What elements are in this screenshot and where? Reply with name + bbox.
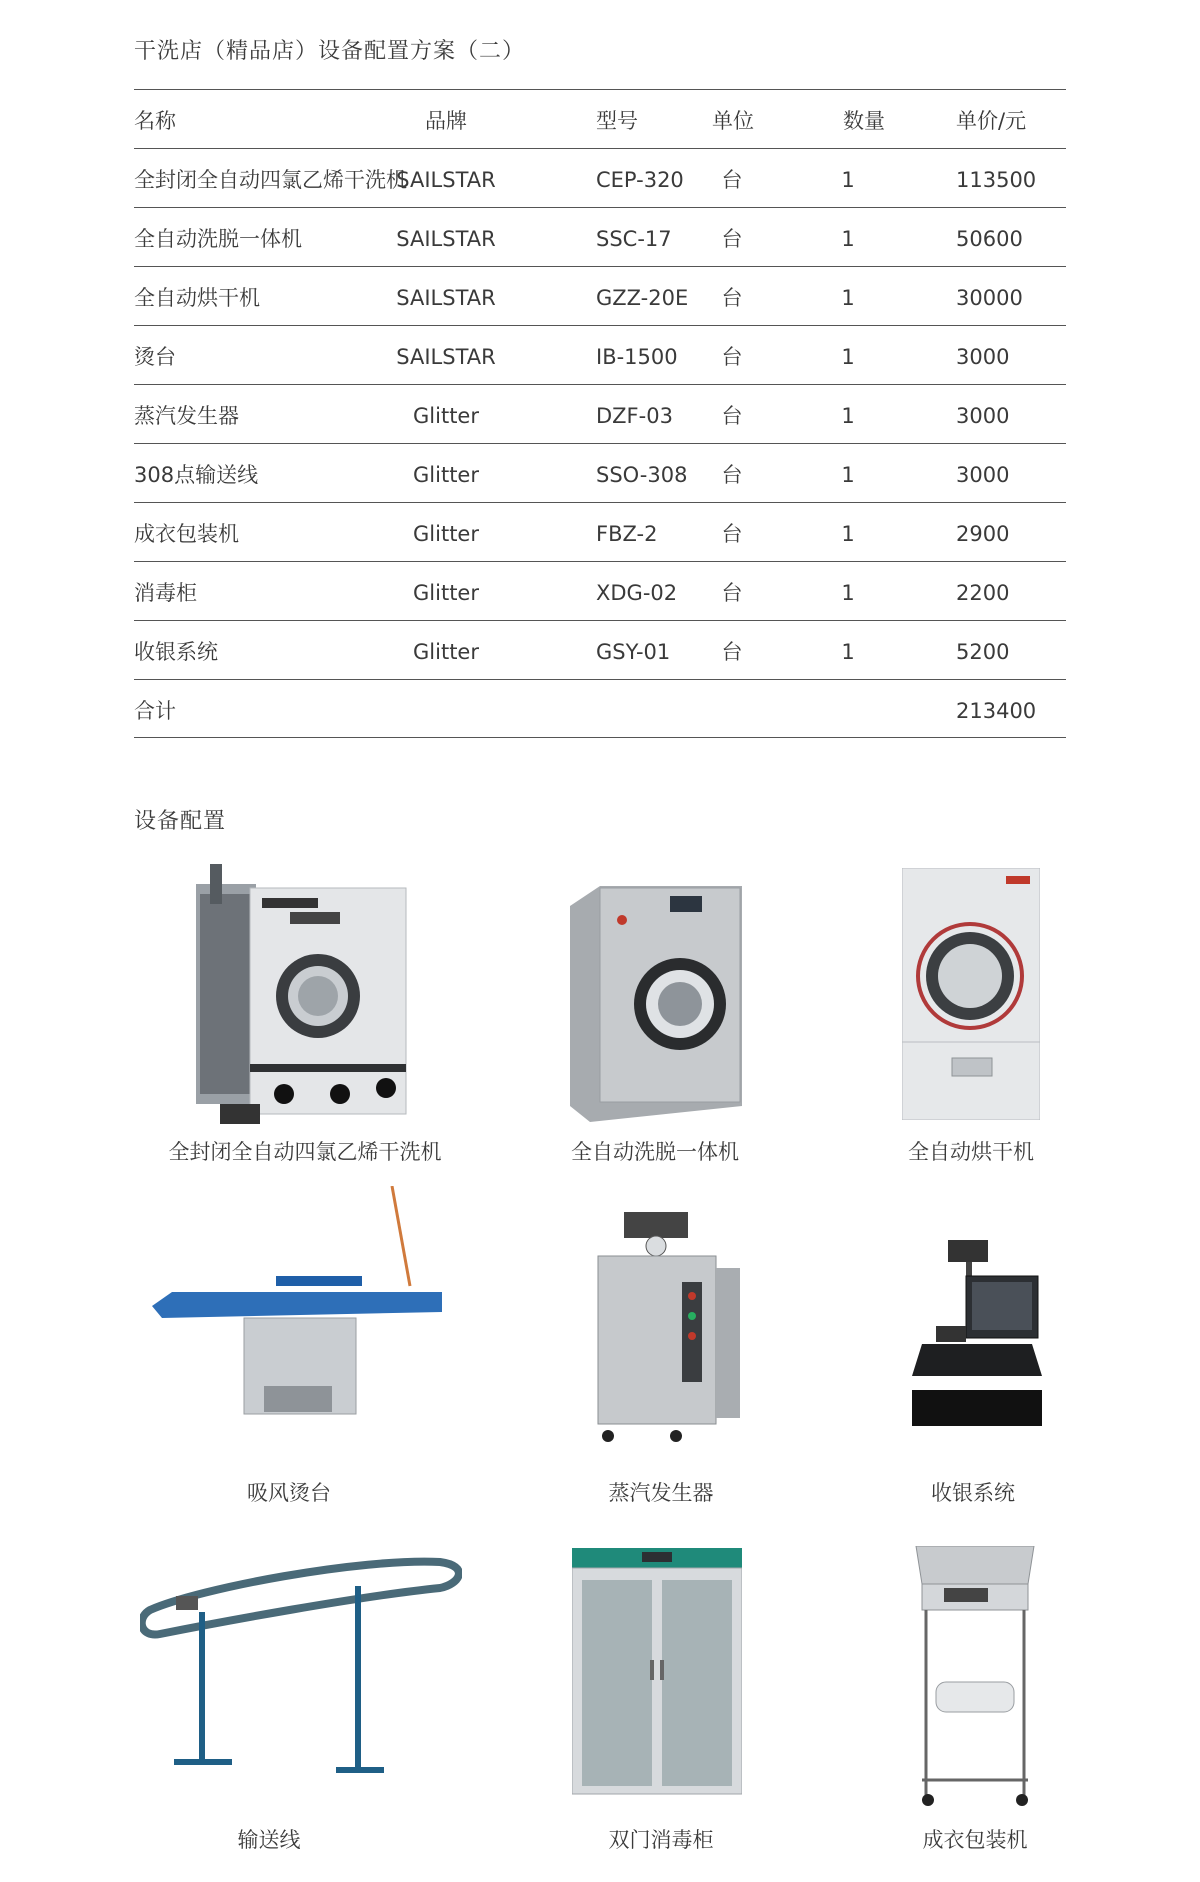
cell-price: 3000 — [956, 404, 1010, 428]
cell-qty: 1 — [841, 463, 855, 487]
header-model: 型号 — [596, 109, 638, 133]
equipment-caption: 蒸汽发生器 — [608, 1481, 714, 1505]
cell-brand: SAILSTAR — [396, 227, 496, 251]
cell-price: 3000 — [956, 345, 1010, 369]
table-row — [134, 148, 1066, 207]
cell-brand: Glitter — [413, 404, 479, 428]
washer-extractor-icon — [570, 886, 742, 1122]
cell-brand: Glitter — [413, 640, 479, 664]
ironing-table-icon — [152, 1186, 450, 1434]
cell-brand: SAILSTAR — [396, 168, 496, 192]
cell-name: 全自动洗脱一体机 — [134, 227, 302, 251]
cell-name: 消毒柜 — [134, 581, 197, 605]
table-row — [134, 443, 1066, 502]
equipment-table — [134, 89, 1066, 738]
cell-name: 成衣包装机 — [134, 522, 239, 546]
cell-name: 蒸汽发生器 — [134, 404, 239, 428]
cell-price: 113500 — [956, 168, 1037, 192]
equipment-caption: 成衣包装机 — [922, 1828, 1028, 1852]
cell-brand: SAILSTAR — [396, 345, 496, 369]
cell-model: FBZ-2 — [596, 522, 658, 546]
equipment-caption: 输送线 — [237, 1828, 301, 1852]
table-header-row — [134, 89, 1066, 148]
cell-name: 全封闭全自动四氯乙烯干洗机 — [134, 168, 407, 192]
cell-model: XDG-02 — [596, 581, 678, 605]
header-name: 名称 — [134, 109, 176, 133]
cell-model: SSC-17 — [596, 227, 672, 251]
cell-unit: 台 — [721, 581, 743, 605]
cell-unit: 台 — [721, 640, 743, 664]
cell-name: 烫台 — [134, 345, 176, 369]
cell-qty: 1 — [841, 581, 855, 605]
pos-system-icon — [912, 1240, 1042, 1428]
steam-generator-icon — [596, 1212, 744, 1448]
cell-model: GZZ-20E — [596, 286, 689, 310]
table-row — [134, 325, 1066, 384]
total-price: 213400 — [956, 699, 1037, 723]
equipment-caption: 全封闭全自动四氯乙烯干洗机 — [168, 1140, 442, 1164]
table-total-row — [134, 679, 1066, 738]
table-row — [134, 620, 1066, 679]
cell-price: 30000 — [956, 286, 1023, 310]
cell-unit: 台 — [721, 404, 743, 428]
conveyor-icon — [140, 1548, 462, 1780]
cell-price: 50600 — [956, 227, 1023, 251]
table-row — [134, 561, 1066, 620]
total-label: 合计 — [134, 699, 176, 723]
cell-unit: 台 — [721, 463, 743, 487]
cell-price: 5200 — [956, 640, 1010, 664]
cell-qty: 1 — [841, 640, 855, 664]
cell-brand: SAILSTAR — [396, 286, 496, 310]
cell-brand: Glitter — [413, 581, 479, 605]
cell-unit: 台 — [721, 522, 743, 546]
cell-unit: 台 — [721, 227, 743, 251]
cell-price: 3000 — [956, 463, 1010, 487]
table-row — [134, 502, 1066, 561]
cell-model: CEP-320 — [596, 168, 684, 192]
cell-name: 收银系统 — [134, 640, 218, 664]
cell-brand: Glitter — [413, 463, 479, 487]
equipment-caption: 双门消毒柜 — [608, 1828, 714, 1852]
page-title: 干洗店（精品店）设备配置方案（二） — [134, 39, 526, 64]
cell-name: 308点输送线 — [134, 463, 259, 487]
cell-unit: 台 — [721, 286, 743, 310]
cell-model: IB-1500 — [596, 345, 678, 369]
cell-brand: Glitter — [413, 522, 479, 546]
header-price: 单价/元 — [956, 109, 1027, 133]
header-unit: 单位 — [712, 109, 754, 133]
header-qty: 数量 — [843, 109, 885, 133]
cell-model: GSY-01 — [596, 640, 671, 664]
cell-qty: 1 — [841, 345, 855, 369]
packaging-machine-icon — [908, 1546, 1042, 1810]
cell-qty: 1 — [841, 404, 855, 428]
header-brand: 品牌 — [425, 109, 467, 133]
section-title: 设备配置 — [134, 809, 227, 834]
cell-qty: 1 — [841, 286, 855, 310]
equipment-caption: 吸风烫台 — [247, 1481, 331, 1505]
cell-price: 2900 — [956, 522, 1010, 546]
cell-qty: 1 — [841, 522, 855, 546]
tumble-dryer-icon — [902, 868, 1040, 1120]
cell-qty: 1 — [841, 168, 855, 192]
cell-qty: 1 — [841, 227, 855, 251]
cell-unit: 台 — [721, 345, 743, 369]
cell-name: 全自动烘干机 — [134, 286, 260, 310]
cell-model: SSO-308 — [596, 463, 688, 487]
cell-unit: 台 — [721, 168, 743, 192]
dry-cleaning-machine-icon — [190, 864, 416, 1126]
table-row — [134, 266, 1066, 325]
table-row — [134, 207, 1066, 266]
cell-model: DZF-03 — [596, 404, 673, 428]
table-row — [134, 384, 1066, 443]
equipment-caption: 全自动烘干机 — [908, 1140, 1034, 1164]
equipment-caption: 全自动洗脱一体机 — [571, 1140, 739, 1164]
disinfection-cabinet-icon — [572, 1548, 742, 1802]
equipment-caption: 收银系统 — [931, 1481, 1015, 1505]
cell-price: 2200 — [956, 581, 1010, 605]
